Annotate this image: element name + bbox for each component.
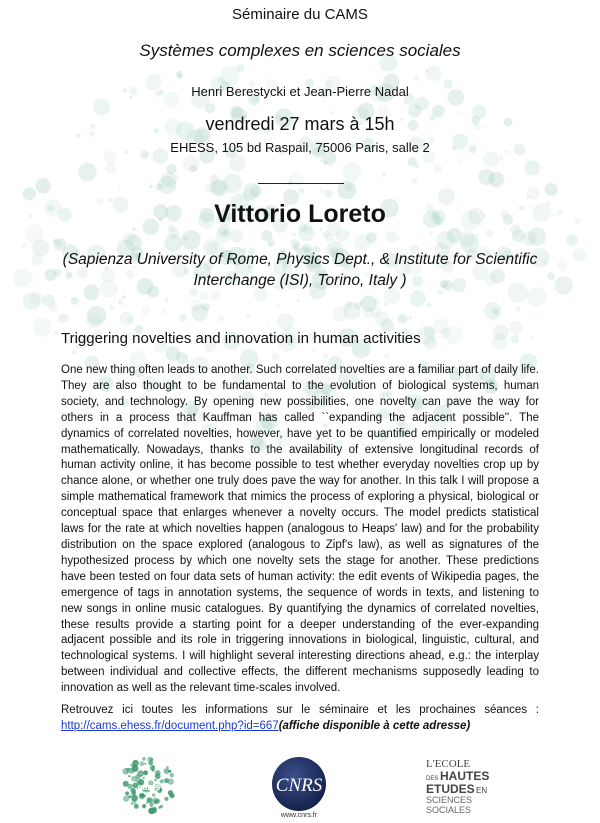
poster-note: (affiche disponible à cette adresse)	[278, 719, 471, 732]
cams-logo-dot	[125, 791, 129, 795]
cams-logo-dot	[147, 797, 153, 803]
cams-logo-dot	[155, 779, 157, 781]
cams-logo-dot	[130, 764, 132, 766]
ehess-line-7: SOCIALES	[426, 805, 472, 815]
cams-logo-dot	[127, 784, 132, 789]
cnrs-logo-text: CNRS	[275, 775, 323, 796]
cams-logo-text: cams	[137, 782, 161, 792]
cams-logo-dot	[143, 770, 148, 775]
cams-logo-dot	[142, 757, 146, 761]
cams-logo-dot	[150, 765, 155, 770]
cams-logo-dot	[160, 805, 163, 808]
cams-logo-dot	[153, 808, 157, 812]
seminar-info-link[interactable]: http://cams.ehess.fr/document.php?id=667	[61, 719, 279, 732]
cams-logo-dot	[142, 804, 146, 808]
ehess-line-5: EN	[476, 786, 488, 795]
announcement	[61, 703, 539, 735]
speaker-name: Vittorio Loreto	[214, 200, 386, 228]
cams-logo-dot	[131, 803, 133, 805]
cams-logo-dot	[135, 774, 140, 779]
announcement-text: Retrouvez ici toutes les informations sur le séminaire et les prochaines séances :	[61, 704, 539, 716]
cams-logo-dot	[168, 778, 174, 784]
ehess-line-4: ETUDES	[426, 782, 475, 796]
cams-logo-dot	[150, 758, 153, 761]
cams-logo-dot	[149, 803, 153, 807]
ehess-line-1: L'ECOLE	[426, 758, 471, 770]
cams-logo-dot	[170, 773, 174, 777]
cnrs-logo	[268, 756, 330, 812]
cams-logo-dot	[154, 799, 159, 804]
event-location: EHESS, 105 bd Raspail, 75006 Paris, salle 2	[170, 140, 430, 155]
divider	[258, 183, 344, 184]
speaker-affiliation: (Sapienza University of Rome, Physics Dept., & Institute for Scientific Interchange (ISI), Torino, Italy )	[62, 251, 538, 289]
talk-title: Triggering novelties and innovation in human activities	[61, 330, 421, 347]
cams-logo-dot	[155, 770, 161, 776]
cams-logo-dot	[140, 793, 144, 797]
cams-logo-dot	[164, 797, 168, 801]
cams-logo-dot	[128, 775, 130, 777]
talk-abstract: One new thing often leads to another. Such correlated novelties are a familiar part of daily life. They are also thought to be fundamental to the evolution of biological systems, human society, and technology. By opening new possibilities, one novelty can pave the way for others in a process that Kauffman has called ``expanding the adjacent possible''. The dynamics of correlated novelties, however, have yet to be quantified empirically or modeled mathematically. Nowadays, thanks to the availability of extensive longitudinal records of human activity online, it has become possible to test whether everyday novelties crop up by chance alone, or whether one truly does pave the way for another. In this talk I will propose a simple mathematical framework that mimics the process of exploring a physical, biological or conceptual space that enlarges whenever a novelty occurs. The model predicts statistical laws for the rate at which novelties happen (analogous to Heaps' law) and for the probability distribution on the space explored (analogous to Zipf's law), as well as signatures of the hypothesized process by which one novelty sets the stage for another. These predictions have been tested on four data sets of human activity: the edit events of Wikipedia pages, the emergence of tags in annotation systems, the sequence of words in texts, and listening to new songs in online music catalogues. By quantifying the dynamics of correlated novelties, these results provide a starting point for a deeper understanding of the ever-expanding adjacent possible and its role in triggering innovations in biological, linguistic, cultural, and technological systems. I will highlight several interesting directions ahead, e.g.: the interplay between individual and collective effects, the different mechanisms supposedly leading to innovation as well as the relevant time-scales involved.	[61, 364, 539, 695]
cams-logo-dot	[143, 777, 145, 779]
cams-logo-dot	[146, 802, 148, 804]
cams-logo-dot	[134, 804, 139, 809]
cams-logo-dot	[123, 796, 129, 802]
cams-logo	[118, 755, 178, 815]
ehess-logo	[424, 756, 496, 816]
ehess-line-6: SCIENCES	[426, 795, 473, 805]
cams-logo-dot	[144, 763, 146, 765]
organizers: Henri Berestycki et Jean-Pierre Nadal	[191, 84, 409, 99]
cams-logo-dot	[166, 766, 169, 769]
event-date: vendredi 27 mars à 15h	[205, 114, 395, 134]
seminar-title: Séminaire du CAMS	[232, 6, 368, 23]
seminar-subtitle: Systèmes complexes en sciences sociales	[139, 41, 461, 60]
cams-logo-dot	[169, 770, 172, 773]
ehess-line-3: HAUTES	[440, 769, 490, 783]
cams-logo-dot	[128, 768, 134, 774]
cams-logo-dot	[164, 769, 166, 771]
cams-logo-dot	[132, 791, 136, 795]
cams-logo-dot	[140, 761, 145, 766]
ehess-line-2: DES	[426, 776, 439, 782]
cams-logo-dot	[168, 790, 173, 795]
cnrs-url: www.cnrs.fr	[280, 812, 318, 819]
cams-logo-dot	[152, 793, 155, 796]
